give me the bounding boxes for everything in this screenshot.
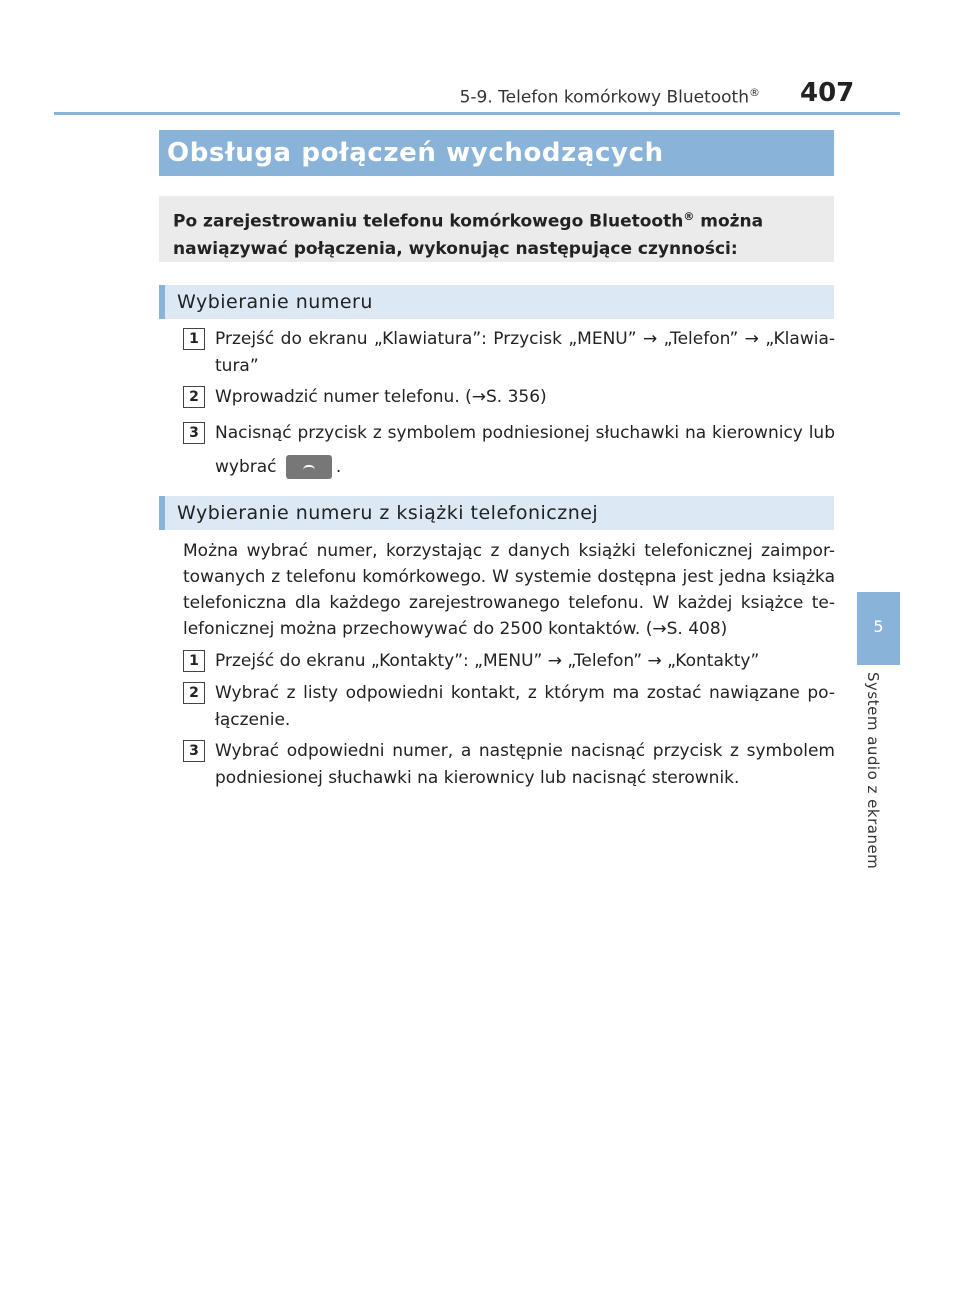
step-number: 2 xyxy=(183,682,205,704)
list-item xyxy=(183,648,835,675)
step-text-end: . xyxy=(335,457,342,477)
intro-box xyxy=(159,196,834,262)
step-text: Wybrać odpowiedni numer, a następnie nacisnąć przycisk z symbolem podniesionej słuchawki na kierownicy lub nacisnąć sterownik. xyxy=(215,741,835,788)
section-heading-text: Wybieranie numeru xyxy=(177,291,373,313)
chapter-side-label xyxy=(860,672,884,892)
section-heading-dial-number xyxy=(159,285,834,319)
page-number: 407 xyxy=(800,78,855,108)
intro-text-start: Po zarejestrowaniu telefonu komórkowego Bluetooth xyxy=(173,211,684,232)
step-number: 1 xyxy=(183,650,205,672)
step-number: 3 xyxy=(183,422,205,444)
header-section-text: 5-9. Telefon komórkowy Bluetooth xyxy=(459,87,749,108)
list-item xyxy=(183,738,835,792)
step-number: 1 xyxy=(183,328,205,350)
section-heading-phonebook xyxy=(159,496,834,530)
step-text: Wprowadzić numer telefonu. (→S. 356) xyxy=(215,387,547,407)
phonebook-description: Można wybrać numer, korzystając z danych książki telefonicznej zaimpor-towanych z telefonu komórkowego. W systemie dostępna jest jedna książka telefoniczna dla każdego zarejestrowanego telefonu. W każdej książce te-lefonicznej można przechowywać do 2500 kontaktów. (→S. 408) xyxy=(183,541,835,639)
list-item xyxy=(183,680,835,734)
list-item xyxy=(183,326,835,380)
step-number: 3 xyxy=(183,740,205,762)
step-text: Wybrać z listy odpowiedni kontakt, z którym ma zostać nawiązane po-łączenie. xyxy=(215,683,835,730)
page-header xyxy=(0,0,960,120)
list-item xyxy=(183,416,835,484)
phone-icon xyxy=(286,455,332,479)
section-heading-text: Wybieranie numeru z książki telefonicznej xyxy=(177,502,599,524)
chapter-title-text: System audio z ekranem xyxy=(864,672,882,870)
step-text: Przejść do ekranu „Kontakty”: „MENU” → „Telefon” → „Kontakty” xyxy=(215,651,760,671)
page-title-bar xyxy=(159,130,834,176)
chapter-tab: 5 xyxy=(857,592,900,665)
intro-text-end: można nawiązywać połączenia, wykonując następujące czynności: xyxy=(173,211,764,259)
list-item xyxy=(183,384,835,411)
step-text-main: Nacisnąć przycisk z symbolem podniesionej słuchawki na kierownicy lub wybrać xyxy=(215,423,835,477)
page-title: Obsługa połączeń wychodzących xyxy=(167,138,664,168)
intro-registered-mark: ® xyxy=(683,210,695,223)
header-divider xyxy=(54,112,900,115)
step-text xyxy=(215,416,835,484)
header-registered-mark: ® xyxy=(749,86,760,99)
header-section-title xyxy=(460,86,760,108)
step-number: 2 xyxy=(183,386,205,408)
step-text: Przejść do ekranu „Klawiatura”: Przycisk „MENU” → „Telefon” → „Klawia-tura” xyxy=(215,329,835,376)
